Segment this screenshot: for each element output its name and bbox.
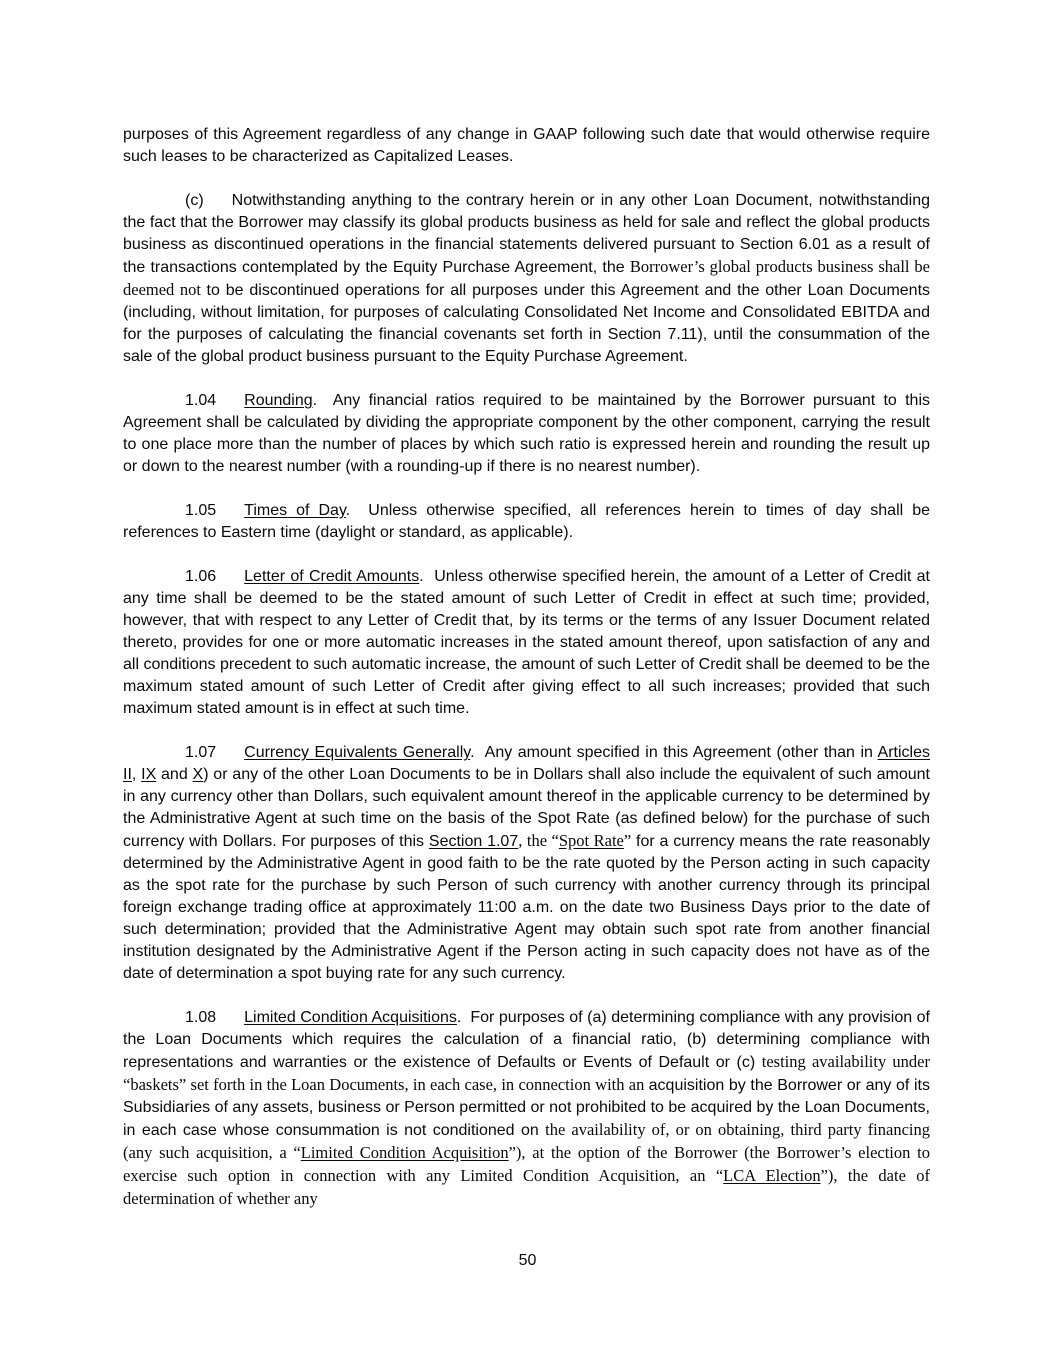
paragraph-clause-c-notwithstanding	[123, 190, 930, 368]
text-run: ,	[131, 766, 142, 783]
page-number: 50	[518, 1252, 537, 1269]
text-run: the availability of, or on obtaining, third party financing (any such acquisition, a “	[123, 1120, 931, 1162]
text-run: Section 1.07	[428, 833, 519, 850]
text-run: to be discontinued operations for all purposes under this Agreement and the other Loan Documents (including, without limitation, for purposes of calculating Consolidated Net Income and Consolidated EBITDA and for the purposes of calculating the financial covenants set forth in Section 7.11), until the consummation of the sale of the global product business pursuant to the Equity Purchase Agreement.	[123, 282, 931, 365]
text-run: ”), the date of determination of whether any	[123, 1166, 930, 1208]
text-run: . Any financial ratios required to be maintained by the Borrower pursuant to this Agreement shall be calculated by dividing the appropriate component by the other component, carrying the result to one place more than the number of places by which such ratio is expressed herein and rounding the result up or down to the nearest number (with a rounding-up if there is no nearest number).	[123, 392, 930, 475]
paragraph-section-1-07-currency-equivalents-generally	[123, 742, 930, 985]
paragraph-section-1-08-limited-condition-acquisitions	[123, 1007, 930, 1211]
text-run: Times of Day	[244, 502, 346, 519]
paragraph-section-1-06-letter-of-credit-amounts	[123, 566, 930, 720]
text-run: IX	[141, 766, 157, 783]
text-run: . Unless otherwise specified herein, the amount of a Letter of Credit at any time shall be deemed to be the stated amount of such Letter of Credit in effect at such time; provided, however, that with respect to any Letter of Credit that, by its terms or the terms of any Issuer Document related thereto, provides for one or more automatic increases in the stated amount thereof, upon satisfaction of any and all conditions precedent to such automatic increase, the amount of such Letter of Credit shall be deemed to be the maximum stated amount of such Letter of Credit after giving effect to all such increases; provided that such maximum stated amount is in effect at such time.	[123, 568, 930, 717]
text-run: and	[156, 766, 193, 783]
text-run: 1.04	[185, 392, 217, 409]
text-run: ”), at the option of the Borrower (the Borrower’s election to exercise such option in connection with any Limited Condition Acquisition, an “	[123, 1143, 930, 1185]
text-run: . Unless otherwise specified, all references herein to times of day shall be references to Eastern time (daylight or standard, as applicable).	[123, 502, 930, 541]
text-run: , the “	[518, 831, 559, 850]
text-run: Limited Condition Acquisition	[300, 1143, 509, 1162]
text-run: 1.07	[185, 744, 217, 761]
paragraph-gaap-continuation	[123, 124, 930, 168]
text-run: Spot Rate	[558, 831, 624, 850]
text-run: Articles II	[123, 744, 930, 783]
text-run: Limited Condition Acquisitions	[244, 1009, 457, 1026]
paragraph-section-1-04-rounding	[123, 390, 930, 478]
document-body	[123, 124, 930, 1233]
text-run: . For purposes of (a) determining compliance with any provision of the Loan Documents which requires the calculation of a financial ratio, (b) determining compliance with representations and warranties or the existence of Defaults or Events of Default or (c)	[123, 1009, 931, 1071]
text-run: . Any amount specified in this Agreement (other than in	[470, 744, 878, 761]
text-run: for a currency means the rate reasonably determined by the Administrative Agent in good faith to be the rate quoted by the Person acting in such capacity as the spot rate for the purchase by such Person of such currency with another currency through its principal foreign exchange trading office at approximately 11:00 a.m. on the date two Business Days prior to the date of such determination; provided that the Administrative Agent may obtain such spot rate from another financial institution designated by the Administrative Agent if the Person acting in such capacity does not have as of the date of determination a spot buying rate for any such currency.	[123, 833, 931, 982]
text-run: (c)	[185, 192, 204, 209]
text-run: LCA Election	[723, 1166, 821, 1185]
text-run: Notwithstanding anything to the contrary herein or in any other Loan Document, notwithstanding the fact that the Borrower may classify its global products business as held for sale and reflect the global products business as discontinued operations in the financial statements delivered pursuant to Section 6.01 as a result of the transactions contemplated by the Equity Purchase Agreement, the	[123, 192, 930, 276]
text-run: Letter of Credit Amounts	[244, 568, 420, 585]
text-run: acquisition by the Borrower or any of its Subsidiaries of any assets, business or Person permitted or not prohibited to be acquired by the Loan Documents, in each case whose consummation is not conditioned on	[123, 1077, 930, 1139]
text-run: Rounding	[244, 392, 313, 409]
text-run: X	[192, 766, 204, 783]
text-run: 1.06	[185, 568, 217, 585]
text-run: ) or any of the other Loan Documents to be in Dollars shall also include the equivalent of such amount in any currency other than Dollars, such equivalent amount thereof in the applicable currency to be determined by the Administrative Agent at such time on the basis of the Spot Rate (as defined below) for the purchase of such currency with Dollars. For purposes of this	[123, 766, 931, 850]
text-run: 1.08	[185, 1009, 217, 1026]
paragraph-section-1-05-times-of-day	[123, 500, 930, 544]
text-run: testing availability under “baskets” set forth in the Loan Documents, in each case, in connection with an	[123, 1052, 930, 1094]
text-run: Currency Equivalents Generally	[244, 744, 471, 761]
text-run: 1.05	[185, 502, 217, 519]
text-run: Borrower’s global products business shall be deemed not	[123, 257, 930, 299]
text-run: ”	[623, 831, 632, 850]
text-run: purposes of this Agreement regardless of any change in GAAP following such date that would otherwise require such leases to be characterized as Capitalized Leases.	[123, 126, 930, 165]
